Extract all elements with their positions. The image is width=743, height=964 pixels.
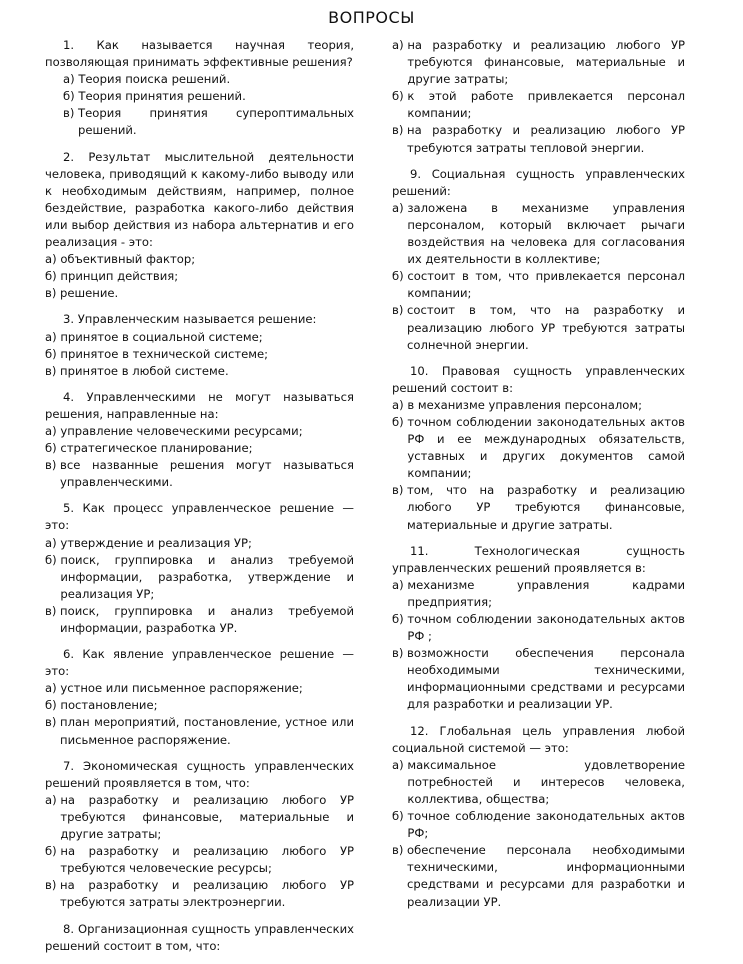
- option-letter: а): [392, 757, 404, 772]
- answer-option: [392, 122, 685, 156]
- option-letter: б): [392, 414, 404, 429]
- option-letter: в): [392, 303, 404, 318]
- option-text: точное соблюдение законодательных актов РФ;: [407, 809, 685, 841]
- option-text: состоит в том, что на разработку и реализацию любого УР требуются затраты солнечной энергии.: [407, 303, 685, 352]
- option-text: поиск, группировка и анализ требуемой информации, разработка УР.: [60, 603, 354, 635]
- question-text: 7. Экономическая сущность управленческих решений проявляется в том, что:: [45, 758, 354, 790]
- answer-option: [45, 697, 354, 714]
- answer-option: [63, 71, 354, 88]
- option-text: объективный фактор;: [60, 252, 196, 267]
- option-letter: а): [63, 72, 75, 87]
- question-block: [392, 363, 685, 534]
- question-block: [392, 723, 685, 911]
- option-letter: в): [392, 483, 404, 498]
- answer-option: [392, 645, 685, 713]
- question-text: 2. Результат мыслительной деятельности человека, приводящий к какому-либо выводу или к необходимым действиям, например, полное бездействие, разработка какого-либо действия или выбор действия из набора альтернатив и его реализация - это:: [45, 149, 354, 250]
- option-letter: б): [63, 89, 75, 104]
- option-letter: б): [45, 346, 57, 361]
- option-letter: в): [45, 458, 57, 473]
- answer-option: [45, 843, 354, 877]
- question-text: 6. Как явление управленческое решение — это:: [45, 647, 354, 679]
- option-letter: а): [45, 329, 57, 344]
- question-block: [392, 543, 685, 714]
- option-text: на разработку и реализацию любого УР требуются финансовые, материальные и другие затраты;: [407, 38, 685, 87]
- option-text: постановление;: [60, 698, 158, 713]
- answer-option: [45, 268, 354, 285]
- option-text: утверждение и реализация УР;: [60, 535, 252, 550]
- option-text: в механизме управления персоналом;: [407, 397, 642, 412]
- question-block: [45, 389, 354, 492]
- question-block: [45, 149, 354, 303]
- answer-option: [392, 88, 685, 122]
- option-text: управление человеческими ресурсами;: [60, 423, 303, 438]
- answer-option: [392, 414, 685, 482]
- option-text: принцип действия;: [60, 269, 179, 284]
- option-letter: а): [45, 535, 57, 550]
- question-text: 4. Управленческими не могут называться решения, направленные на:: [45, 389, 354, 421]
- option-text: устное или письменное распоряжение;: [60, 681, 303, 696]
- answer-option: [392, 37, 685, 88]
- option-letter: б): [45, 698, 57, 713]
- option-text: точном соблюдении законодательных актов РФ и ее международных обязательств, уставных и других документов самой компании;: [407, 414, 685, 481]
- option-letter: в): [45, 878, 57, 893]
- option-text: принятое в любой системе.: [60, 363, 229, 378]
- option-text: том, что на разработку и реализацию любого УР требуются финансовые, материальные и другие затраты.: [407, 483, 685, 532]
- option-letter: в): [392, 646, 404, 661]
- answer-option: [45, 792, 354, 843]
- option-letter: в): [63, 106, 75, 121]
- question-block: [392, 166, 685, 354]
- option-text: принятое в социальной системе;: [60, 329, 263, 344]
- option-letter: б): [392, 89, 404, 104]
- answer-option: [45, 346, 354, 363]
- option-letter: в): [45, 286, 57, 301]
- option-text: решение.: [60, 286, 119, 301]
- answer-option: [392, 200, 685, 268]
- answer-option: [45, 423, 354, 440]
- answer-option: [392, 268, 685, 302]
- option-letter: б): [392, 612, 404, 626]
- page-title: ВОПРОСЫ: [328, 8, 415, 27]
- option-letter: в): [392, 123, 404, 138]
- option-text: механизме управления кадрами предприятия;: [407, 577, 685, 609]
- option-text: обеспечение персонала необходимыми техническими, информационными средствами и ресурсами для разработки и реализации УР.: [407, 843, 685, 909]
- option-letter: в): [392, 843, 404, 858]
- option-text: точном соблюдении законодательных актов РФ ;: [407, 612, 685, 644]
- left-column: [45, 37, 354, 964]
- option-text: поиск, группировка и анализ требуемой информации, разработка, утверждение и реализация УР;: [60, 552, 354, 601]
- answer-option: [392, 808, 685, 842]
- option-letter: а): [45, 792, 57, 807]
- question-block: [45, 37, 354, 140]
- question-block: [45, 500, 354, 637]
- option-letter: а): [392, 38, 404, 52]
- answer-option: [392, 842, 685, 910]
- answer-option: [45, 251, 354, 268]
- option-letter: б): [392, 809, 404, 824]
- option-letter: а): [392, 577, 404, 592]
- option-text: Теория принятия решений.: [78, 89, 246, 104]
- answer-option: [392, 397, 685, 414]
- option-text: на разработку и реализацию любого УР требуются человеческие ресурсы;: [60, 844, 354, 876]
- question-block: [392, 37, 685, 157]
- option-text: на разработку и реализацию любого УР требуются затраты тепловой энергии.: [407, 123, 685, 155]
- question-text: 9. Социальная сущность управленческих решений:: [392, 166, 685, 198]
- option-text: стратегическое планирование;: [60, 441, 253, 456]
- option-text: состоит в том, что привлекается персонал компании;: [407, 269, 685, 301]
- answer-option: [45, 363, 354, 380]
- question-text: 11. Технологическая сущность управленческих решений проявляется в:: [392, 543, 685, 575]
- option-text: на разработку и реализацию любого УР требуются затраты электроэнергии.: [60, 878, 354, 910]
- right-column: [392, 37, 685, 920]
- option-letter: в): [45, 603, 57, 618]
- answer-option: [45, 877, 354, 911]
- option-letter: б): [392, 269, 404, 284]
- option-letter: б): [45, 269, 57, 284]
- option-letter: б): [45, 441, 57, 456]
- answer-option: [45, 285, 354, 302]
- answer-option: [45, 440, 354, 457]
- option-text: Теория поиска решений.: [78, 72, 231, 87]
- option-text: заложена в механизме управления персоналом, который включает рычаги воздействия на человека для согласования их деятельности в коллективе;: [407, 200, 685, 267]
- option-text: все названные решения могут называться управленческими.: [60, 458, 354, 490]
- answer-option: [45, 603, 354, 637]
- option-text: максимальное удовлетворение потребностей и интересов человека, коллектива, общества;: [407, 757, 685, 806]
- option-letter: а): [45, 252, 57, 267]
- option-text: на разработку и реализацию любого УР требуются финансовые, материальные и другие затраты;: [60, 792, 354, 842]
- question-text: 10. Правовая сущность управленческих решений состоит в:: [392, 363, 685, 395]
- answer-option: [63, 88, 354, 105]
- option-letter: б): [45, 844, 57, 859]
- option-letter: б): [45, 552, 57, 567]
- question-text: 5. Как процесс управленческое решение — это:: [45, 501, 354, 533]
- answer-option: [45, 535, 354, 552]
- option-letter: в): [45, 715, 57, 730]
- option-text: возможности обеспечения персонала необходимыми техническими, информационными средствами и ресурсами для разработки и реализации УР.: [407, 646, 685, 712]
- option-letter: а): [392, 397, 404, 412]
- option-letter: а): [392, 200, 404, 215]
- option-letter: а): [45, 681, 57, 696]
- question-block: [45, 921, 354, 955]
- answer-option: [392, 302, 685, 353]
- answer-option: [392, 482, 685, 533]
- answer-option: [392, 757, 685, 808]
- answer-option: [392, 611, 685, 645]
- question-text: 8. Организационная сущность управленческих решений состоит в том, что:: [45, 921, 354, 953]
- answer-option: [45, 714, 354, 748]
- question-text: 3. Управленческим называется решение:: [63, 312, 317, 327]
- question-text: 12. Глобальная цель управления любой социальной системой — это:: [392, 723, 685, 755]
- question-block: [45, 758, 354, 912]
- question-text: 1. Как называется научная теория, позволяющая принимать эффективные решения?: [45, 38, 354, 70]
- answer-option: [45, 329, 354, 346]
- question-block: [45, 311, 354, 379]
- question-block: [45, 646, 354, 749]
- answer-option: [45, 680, 354, 697]
- option-letter: а): [45, 423, 57, 438]
- answer-option: [63, 105, 354, 139]
- option-text: план мероприятий, постановление, устное или письменное распоряжение.: [60, 715, 354, 747]
- option-letter: в): [45, 363, 57, 378]
- answer-option: [45, 457, 354, 491]
- option-text: к этой работе привлекается персонал компании;: [407, 89, 685, 121]
- answer-option: [45, 552, 354, 603]
- answer-option: [392, 577, 685, 611]
- option-text: Теория принятия супероптимальных решений.: [78, 106, 354, 138]
- option-text: принятое в технической системе;: [60, 346, 269, 361]
